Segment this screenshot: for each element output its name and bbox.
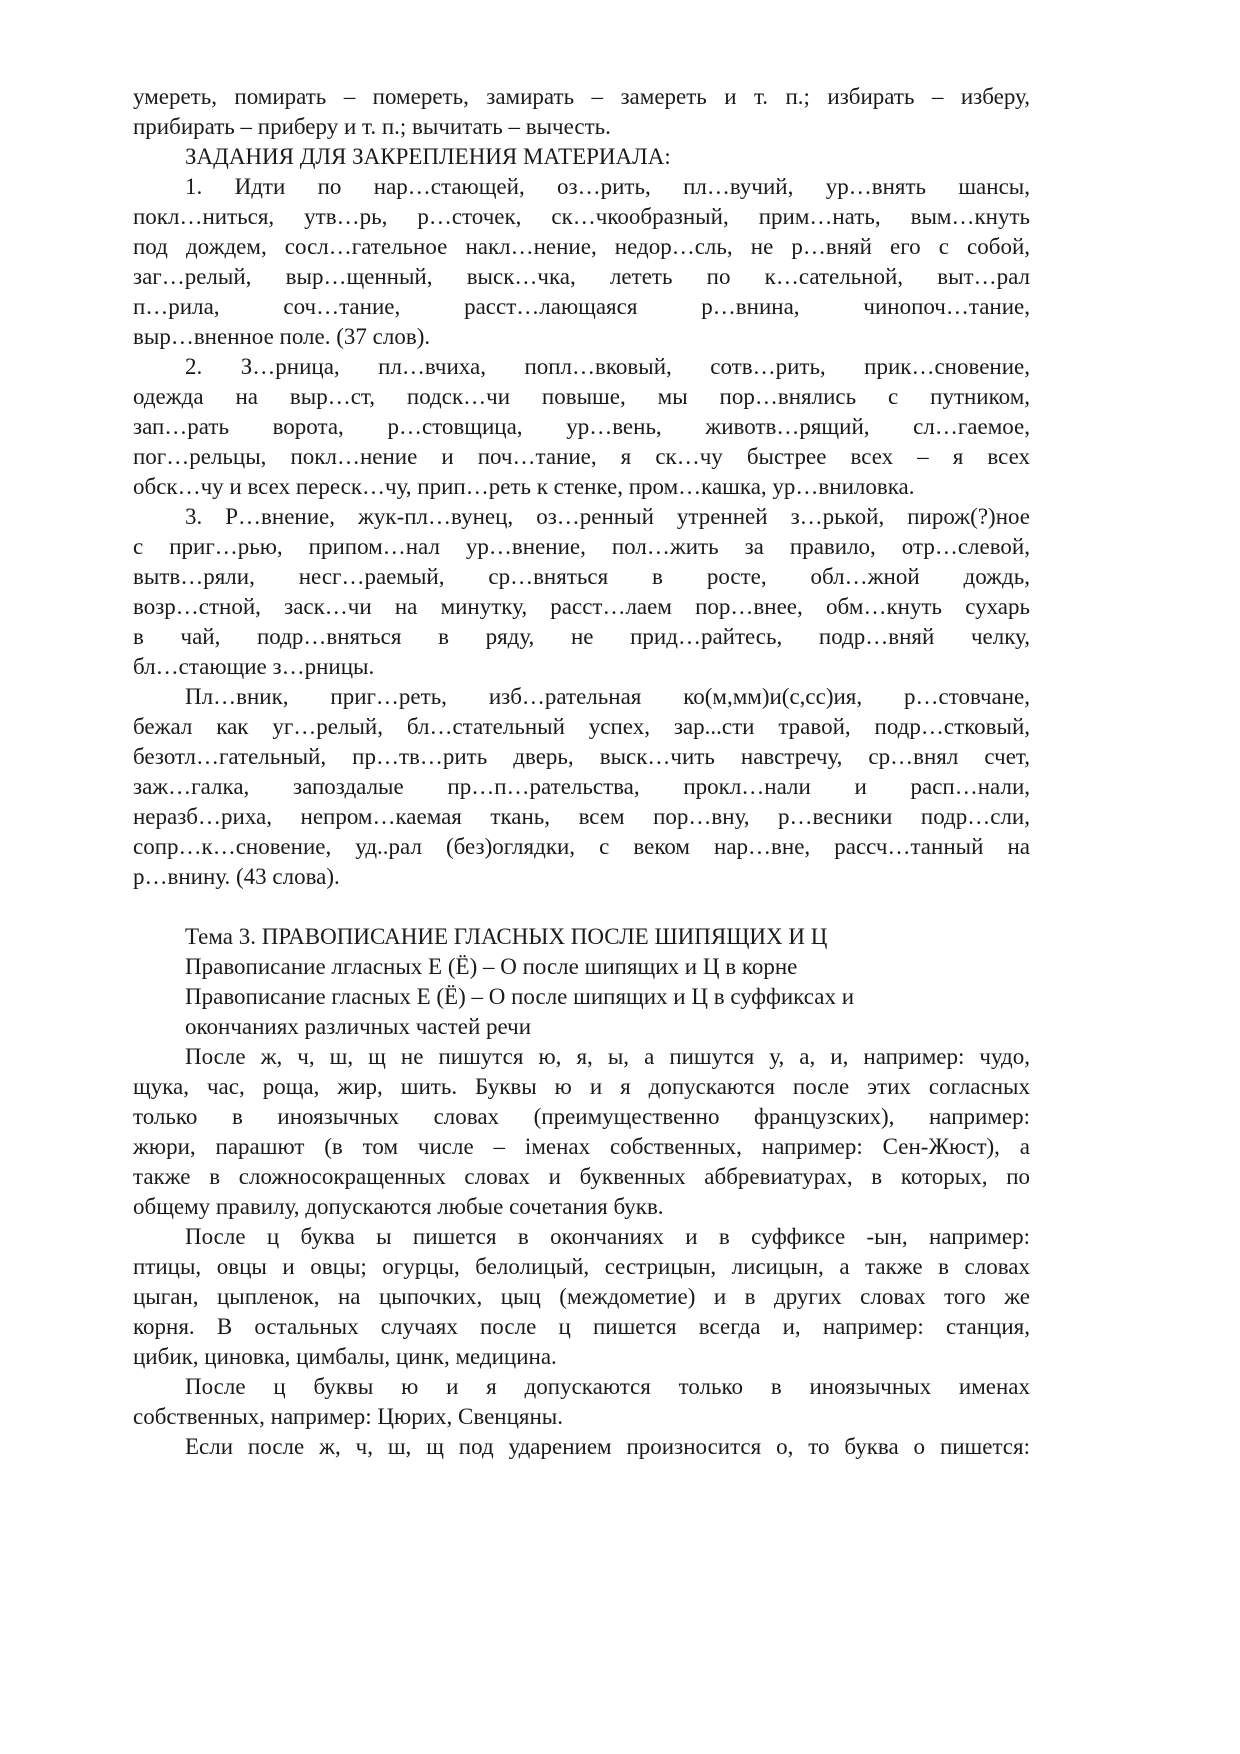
text-line: пог…рельцы, покл…нение и поч…тание, я ск…чу быстрее всех – я всех — [133, 444, 1030, 469]
text-line: в чай, подр…вняться в ряду, не прид…райтесь, подр…вняй челку, — [133, 624, 1030, 649]
text-line: неразб…риха, непром…каемая ткань, всем пор…вну, р…весники подр…сли, — [133, 804, 1030, 829]
text-line: зап…рать ворота, р…стовщица, ур…вень, животв…рящий, сл…гаемое, — [133, 414, 1030, 439]
text-line: цыган, цыпленок, на цыпочких, цыц (междометие) и в других словах того же — [133, 1284, 1030, 1309]
text-line: возр…стной, заск…чи на минутку, расст…лаем пор…внее, обм…кнуть сухарь — [133, 594, 1030, 619]
text-line: бл…стающие з…рницы. — [133, 654, 375, 679]
text-line: окончаниях различных частей речи — [185, 1014, 532, 1039]
text-line: После ц буква ы пишется в окончаниях и в суффиксе -ын, например: — [185, 1224, 1030, 1249]
text-line: птицы, овцы и овцы; огурцы, белолицый, сестрицын, лисицын, а также в словах — [133, 1254, 1030, 1279]
blank-line — [133, 892, 1030, 922]
text-line: с приг…рью, припом…нал ур…внение, пол…жить за правило, отр…слевой, — [133, 534, 1030, 559]
text-line: безотл…гательный, пр…тв…рить дверь, выск…чить навстречу, ср…внял счет, — [133, 744, 1030, 769]
text-line: После ц буквы ю и я допускаются только в иноязычных именах — [185, 1374, 1030, 1399]
text-line: щука, час, роща, жир, шить. Буквы ю и я допускаются после этих согласных — [133, 1074, 1030, 1099]
text-line: Если после ж, ч, ш, щ под ударением произносится о, то буква о пишется: — [185, 1434, 1030, 1459]
text-line: жюри, парашют (в том числе – iменах собственных, например: Сен-Жюст), а — [133, 1134, 1030, 1159]
document-page — [133, 82, 1030, 1462]
text-line: Пл…вник, приг…реть, изб…рательная ко(м,мм)и(с,сс)ия, р…стовчане, — [185, 684, 1030, 709]
text-line: 1. Идти по нар…стающей, оз…рить, пл…вучий, ур…внять шансы, — [185, 174, 1030, 199]
text-line: собственных, например: Цюрих, Свенцяны. — [133, 1404, 563, 1429]
text-line: покл…ниться, утв…рь, р…сточек, ск…чкообразный, прим…нать, вым…кнуть — [133, 204, 1030, 229]
text-line: прибирать – приберу и т. п.; вычитать – вычесть. — [133, 114, 611, 139]
text-line: выр…вненное поле. (37 слов). — [133, 324, 431, 349]
text-line: сопр…к…сновение, уд..рал (без)оглядки, с веком нар…вне, рассч…танный на — [133, 834, 1030, 859]
text-line: п…рила, соч…тание, расст…лающаяся р…внина, чинопоч…тание, — [133, 294, 1030, 319]
text-line: обск…чу и всех переск…чу, прип…реть к стенке, пром…кашка, ур…вниловка. — [133, 474, 915, 499]
text-line: под дождем, сосл…гательное накл…нение, недор…сль, не р…вняй его с собой, — [133, 234, 1030, 259]
text-line: Правописание лгласных Е (Ё) – О после шипящих и Ц в корне — [185, 954, 798, 979]
text-line: ЗАДАНИЯ ДЛЯ ЗАКРЕПЛЕНИЯ МАТЕРИАЛА: — [185, 144, 671, 169]
text-line: заж…галка, запоздалые пр…п…рательства, прокл…нали и расп…нали, — [133, 774, 1030, 799]
text-line: также в сложносокращенных словах и буквенных аббревиатурах, в которых, по — [133, 1164, 1030, 1189]
text-line: 2. З…рница, пл…вчиха, попл…вковый, сотв…рить, прик…сновение, — [185, 354, 1030, 379]
text-line: умереть, помирать – помереть, замирать – замереть и т. п.; избирать – изберу, — [133, 84, 1030, 109]
text-line: цибик, циновка, цимбалы, цинк, медицина. — [133, 1344, 557, 1369]
text-line: вытв…ряли, несг…раемый, ср…вняться в росте, обл…жной дождь, — [133, 564, 1030, 589]
text-line: После ж, ч, ш, щ не пишутся ю, я, ы, а пишутся у, а, и, например: чудо, — [185, 1044, 1030, 1069]
text-line: бежал как уг…релый, бл…стательный успех, зар...сти травой, подр…стковый, — [133, 714, 1030, 739]
text-line: р…внину. (43 слова). — [133, 864, 340, 889]
text-line: 3. Р…внение, жук-пл…вунец, оз…ренный утренней з…рькой, пирож(?)ное — [185, 504, 1030, 529]
text-line: одежда на выр…ст, подск…чи повыше, мы пор…внялись с путником, — [133, 384, 1030, 409]
text-line: корня. В остальных случаях после ц пишется всегда и, например: станция, — [133, 1314, 1030, 1339]
text-line: заг…релый, выр…щенный, выск…чка, лететь по к…сательной, выт…рал — [133, 264, 1030, 289]
text-line: Правописание гласных Е (Ё) – О после шипящих и Ц в суффиксах и — [185, 984, 855, 1009]
text-line: общему правилу, допускаются любые сочетания букв. — [133, 1194, 664, 1219]
text-line: только в иноязычных словах (преимущественно французских), например: — [133, 1104, 1030, 1129]
text-line: Тема 3. ПРАВОПИСАНИЕ ГЛАСНЫХ ПОСЛЕ ШИПЯЩИХ И Ц — [185, 924, 828, 949]
